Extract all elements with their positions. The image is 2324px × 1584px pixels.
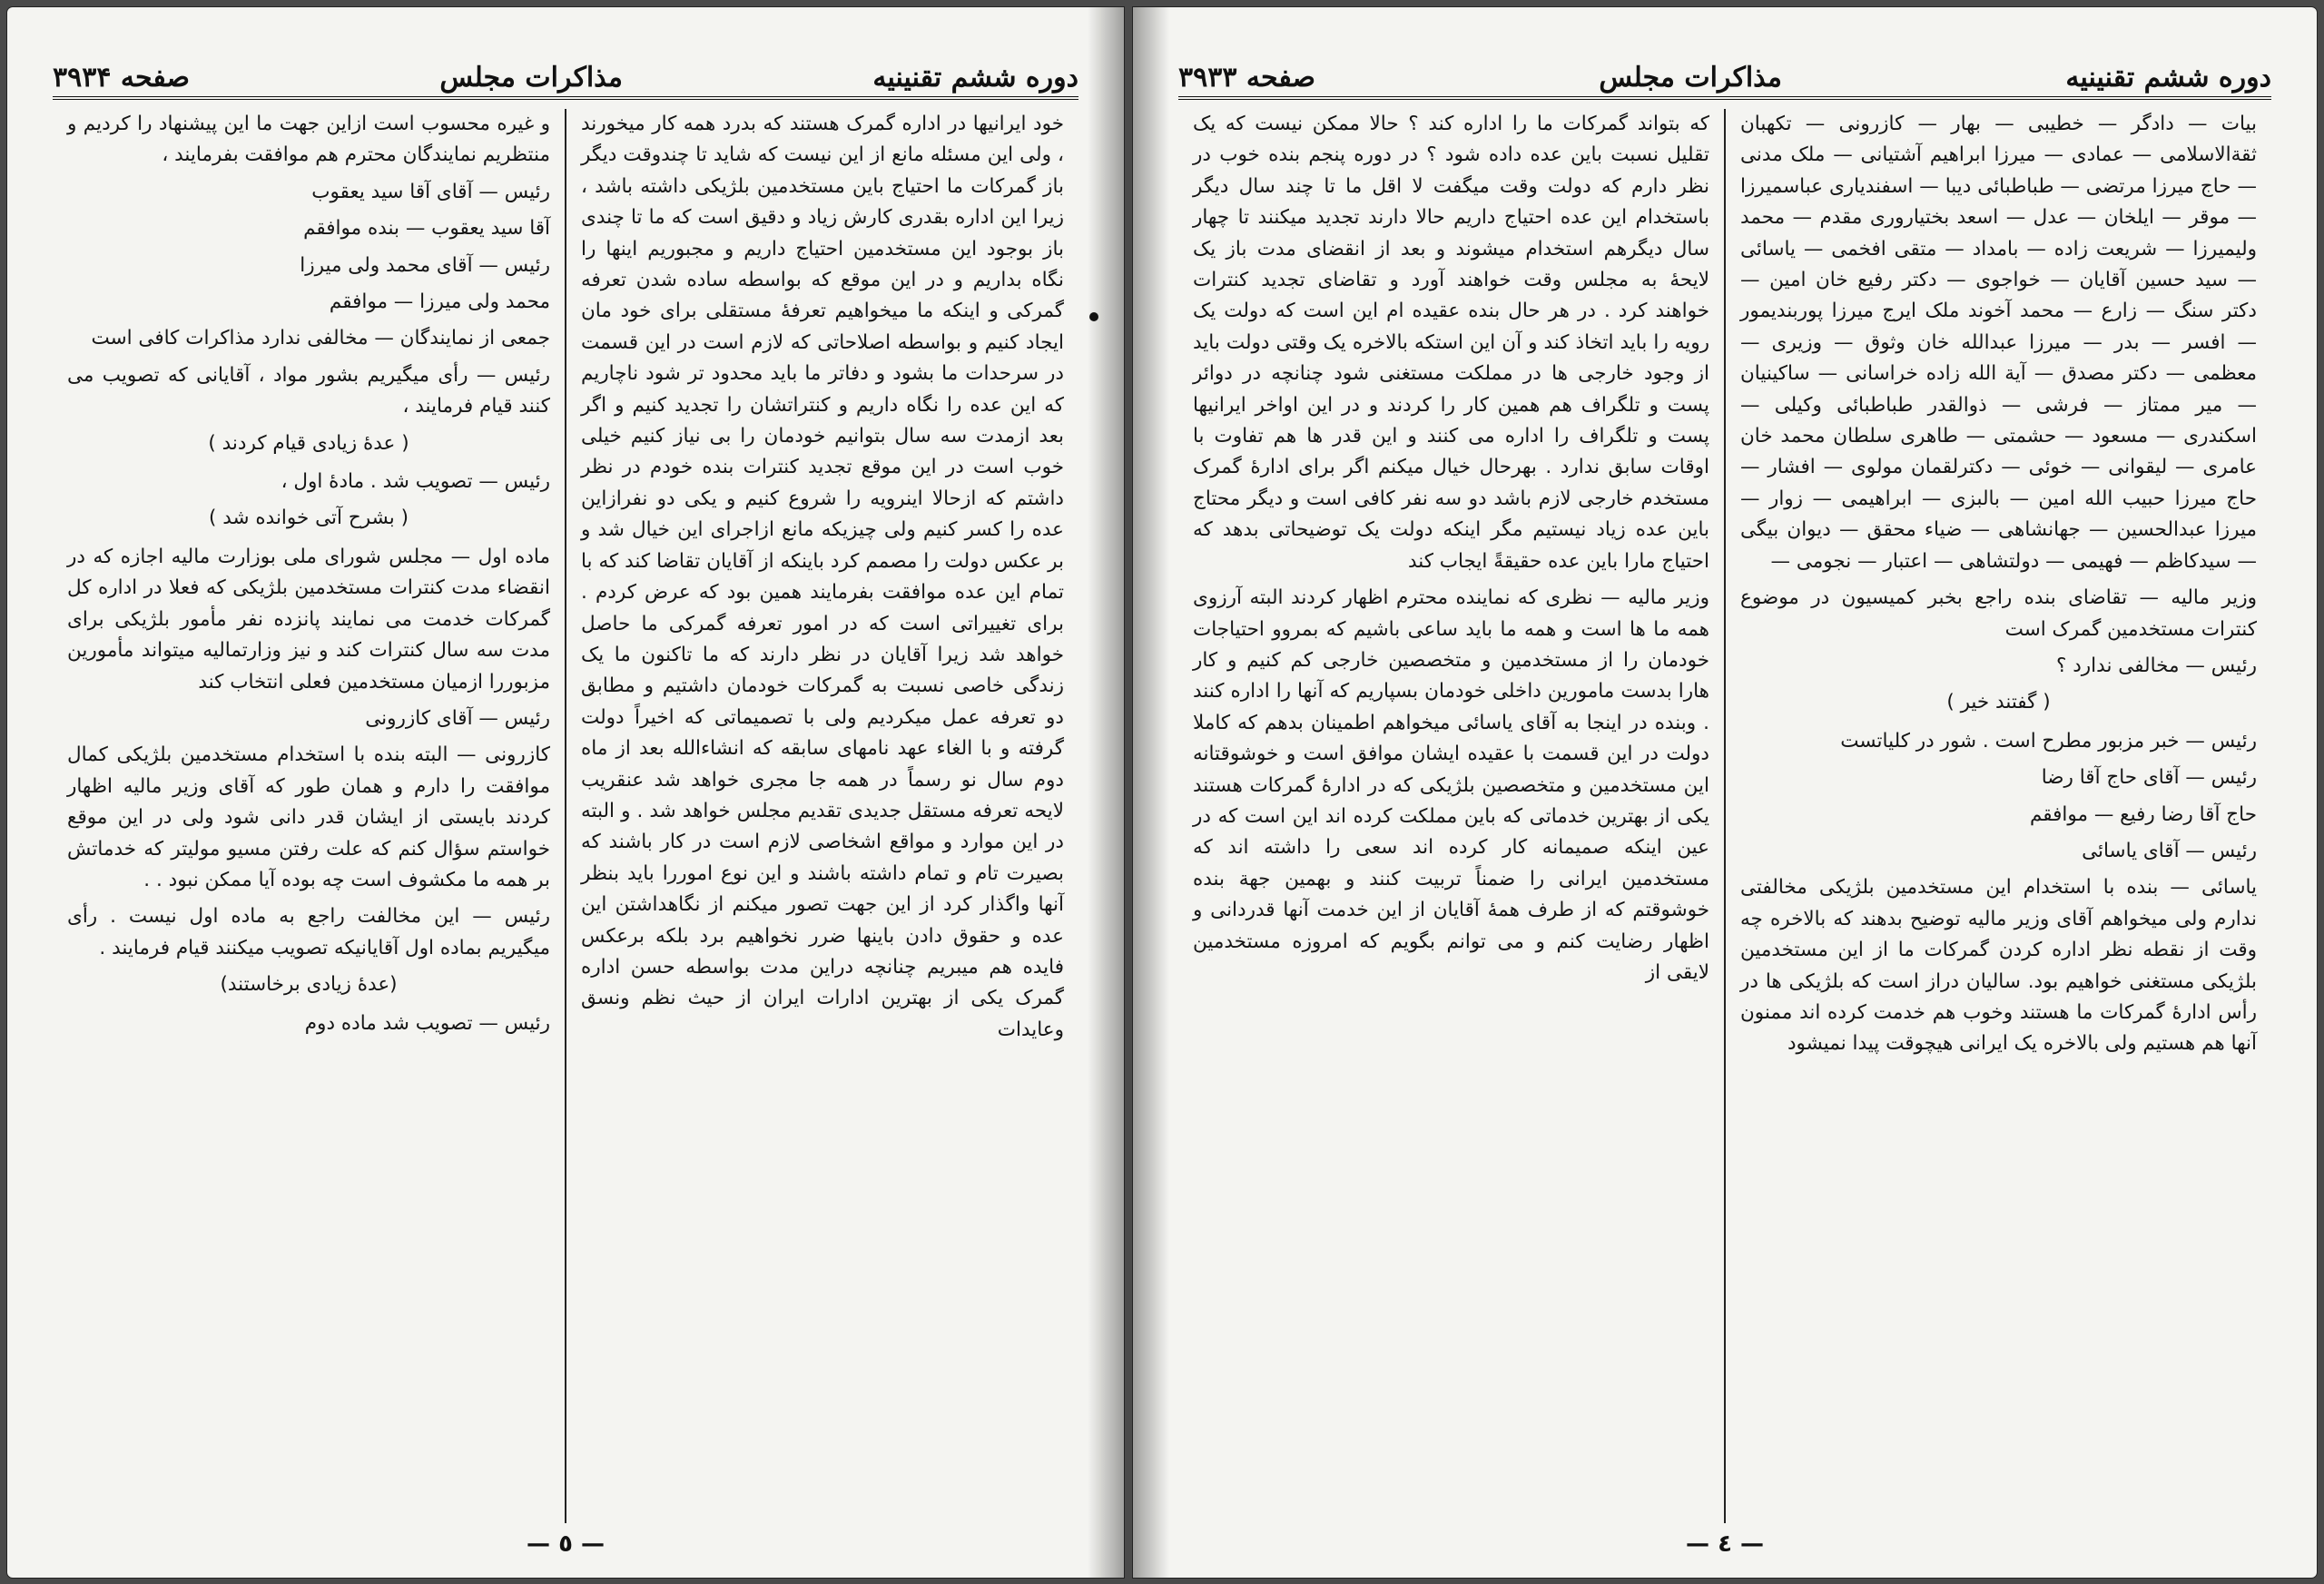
header-page-number: صفحه ۳۹۳۴	[53, 62, 191, 93]
header-page-number: صفحه ۳۹۳۳	[1178, 62, 1316, 93]
column-outer	[1726, 109, 2271, 1523]
text-columns	[1178, 109, 2271, 1523]
attendance-list: بیات — دادگر — خطیبی — بهار — کازرونی — تکهبان ثقةالاسلامی — عمادی — میرزا ابراهیم آشتیانی — ملک مدنی — حاج میرزا مرتضی — طباطبائی دیبا — اسفندیاری عباسمیرزا — موقر — ایلخان — عدل — اسعد بختیاروری مقدم — محمد ولیمیرزا — شریعت زاده — بامداد — متقی افخمی — یاسائی — سید حسین آقایان — خواجوی — دکتر رفیع خان امین — دکتر سنگ — زارع — محمد آخوند ملک ایرج میرزا پوربندیمور — افسر — بدر — میرزا عبدالله خان وثوق — وزیری — معظمی — دکتر مصدق — آیة الله زاده خراسانی — ساکینیان — میر ممتاز — فرشی — ذوالقدر طباطبائی وکیلی — اسکندری — مسعود — حشمتی — طاهری سلطان محمد خان عامری — لیقوانی — خوئی — دکترلقمان مولوی — افشار — حاج میرزا حبیب الله امین — بالبزی — ابراهیمی — زوار — میرزا عبدالحسین — جهانشاهی — ضیاء محقق — دیوان بیگی — سیدکاظم — فهیمی — دولتشاهی — اعتبار — نجومی —	[1740, 113, 2257, 573]
header-title: مذاکرات مجلس	[439, 62, 623, 93]
speaker-line: رئیس — آقای کازرونی	[365, 706, 550, 730]
right-page	[1133, 7, 2317, 1578]
article-text: ماده اول — مجلس شورای ملی بوزارت مالیه اجازه که در انقضاء مدت کنترات مستخدمین بلژیکی که فعلا در اداره کل گمرکات خدمت می نمایند پانزده نفر مأمور بلژیکی برای مدت سه سال کنترات کند و نیز وزارتمالیه میتواند مأمورین مزبوررا ازمیان مستخدمین فعلی انتخاب کند	[67, 545, 550, 694]
speaker-line: رئیس — مخالفی ندارد ؟	[2055, 654, 2257, 677]
stage-direction: ( عدهٔ زیادی قیام کردند )	[208, 431, 409, 455]
stage-direction: ( گفتند خیر )	[1946, 691, 2051, 714]
stage-direction: (عدهٔ زیادی برخاستند)	[220, 973, 398, 997]
margin-mark	[1089, 312, 1098, 321]
speaker-line: رئیس — خبر مزبور مطرح است . شور در کلیاتست	[1840, 729, 2257, 753]
speaker-line: رئیس — تصویب شد . مادهٔ اول ،	[281, 470, 550, 494]
page-folio: — ٥ —	[527, 1530, 605, 1558]
paragraph: یاسائی — بنده با استخدام این مستخدمین بلژیکی مخالفتی ندارم ولی میخواهم آقای وزیر مالیه توضیح بدهند که بالاخره چه وقت از نقطه نظر اداره کردن گمرکات ما از این مستخدمین بلژیکی مستغنی خواهیم بود. سالیان دراز است که بلژیکی ها در رأس ادارهٔ گمرکات ما هستند وخوب هم خدمت کرده اند ممنون آنها هم هستیم ولی بالاخره یک ایرانی هیچوقت پیدا نمیشود	[1740, 876, 2257, 1056]
stage-direction: ( بشرح آتی خوانده شد )	[209, 507, 409, 530]
header-rule	[53, 96, 1078, 100]
paragraph: رئیس — این مخالفت راجع به ماده اول نیست . رأی میگیریم بماده اول آقایانیکه تصویب میکنند قیام فرمایند .	[67, 905, 550, 959]
left-page	[7, 7, 1124, 1578]
header-title: مذاکرات مجلس	[1599, 62, 1782, 93]
text-columns	[53, 109, 1078, 1523]
paragraph: خود ایرانیها در اداره گمرک هستند که بدرد همه کار میخورند ، ولی این مسئله مانع از این نیست که شاید تا چندوقت دیگر باز گمرکات ما احتیاج باین مستخدمین بلژیکی داشته باشد ، زیرا این اداره بقدری کارش زیاد و دقیق است که ما تا چندی باز بوجود این مستخدمین احتیاج داریم و مجبوریم اینها را نگاه بداریم و در این موقع که بواسطه ساده شدن تعرفه گمرکی و اینکه ما میخواهیم تعرفهٔ مستقلی برای خود مان ایجاد کنیم و بواسطه اصلاحاتی که لازم است در این قسمت در سرحدات ما بشود و دفاتر ما باید محدود تر شود ناچاریم که این عده را نگاه داریم و کنتراتشان را تجدید کنیم و اگر بعد ازمدت سه سال بتوانیم خودمان را بی نیاز کنیم خیلی خوب است در این موقع تجدید کنترات بنده خودم در نظر داشتم که ازحالا اینرویه را شروع کنیم و یکی دو نفرازاین عده را کسر کنیم ولی چیزیکه مانع ازاجرای این خیال شد و بر عکس دولت را مصمم کرد باینکه از آقایان تقاضا کند که با تمام این عده موافقت بفرمایند همین بود که عرض کردم . برای تغییراتی است که در امور تعرفه گمرکی ما حاصل خواهد شد زیرا آقایان در نظر دارند که ما تاکنون ما یک زندگی خاصی نسبت به گمرکات خودمان داشتیم و مطابق دو تعرفه عمل میکردیم ولی با تصمیماتی که اخیراً دولت گرفته و با الغاء عهد نامهای سابقه که انشاءالله بعد از ماه دوم سال نو رسماً در همه جا مجری خواهد شد عنقریب لایحه تعرفه مستقل جدیدی تقدیم مجلس خواهد شد . و البته در این موارد و مواقع اشخاصی لازم است در کار باشند که بصیرت تام و تمام داشته باشند و این نوع اموررا باید بنظر آنها واگذار کرد از این جهت تصور میکنم از نگاهداشتن این عده و حقوق دادن باینها ضرر نخواهیم برد بلکه برعکس فایده هم میبریم چنانچه دراین مدت بواسطه حسن اداره گمرک یکی از بهترین ادارات ایران از حیث نظم ونسق وعایدات	[581, 113, 1064, 1041]
page-folio: — ٤ —	[1686, 1530, 1764, 1558]
column-inner	[566, 109, 1078, 1523]
speaker-line: رئیس — آقای محمد ولی میرزا	[300, 253, 550, 277]
paragraph: جمعی از نمایندگان — مخالفی ندارد مذاکرات کافی است	[91, 327, 550, 350]
paragraph: که بتواند گمرکات ما را اداره کند ؟ حالا ممکن نیست که یک تقلیل نسبت باین عده داده شود ؟ در دوره پنجم بنده خوب در نظر دارم که دولت وقت میگفت لا اقل ما تا چند سال دیگر باستخدام این عده احتیاج داریم حالا دارند تجدید میکنند تا چهار سال دیگرهم استخدام میشوند و بعد از انقضای مدت باز یک لایحهٔ به مجلس وقت خواهند آورد و تقاضای تجدید کنترات خواهند کرد . در هر حال بنده عقیده ام این است که دولت یک رویه را باید اتخاذ کند و آن این استکه بالاخره یک وقتی دولت باید از وجود خارجی ها در مملکت مستغنی شود چنانچه در دوائر پست و تلگراف هم همین کار را کردند و در این اواخر ایرانیها پست و تلگراف را اداره می کنند و این قدر ها هم تفاوت با اوقات سابق ندارد . بهرحال خیال میکنم اگر برای ادارهٔ گمرک مستخدم خارجی لازم باشد دو سه نفر کافی است و دیگر محتاج باین عده زیاد نیستیم مگر اینکه دولت یک توضیحاتی بدهد که احتیاج مارا باین عده حقیقةً ایجاب کند	[1193, 113, 1709, 573]
header-session: دوره ششم تقنینیه	[872, 62, 1078, 93]
paragraph: وزیر مالیه — نظری که نماینده محترم اظهار کردند البته آرزوی همه ما ها است و همه ما باید ساعی باشیم که بمروو احتیاجات خودمان را از مستخدمین و متخصصین خارجی کم کنیم و کار هارا بدست مامورین داخلی خودمان بسپاریم که آنها را اداره کنند . وبنده در اینجا به آقای یاسائی میخواهم اطمینان بدهم که کاملا دولت در این قسمت با عقیده ایشان موافق است و خوشوقتانه این مستخدمین و متخصصین بلژیکی که در ادارهٔ گمرکات هستند یکی از بهترین خدماتی که باین مملکت کرده اند این است که در عین اینکه صمیمانه کار کرده اند سعی را داشته اند که مستخدمین ایرانی را ضمناً تربیت کنند و بهمین جهة بنده خوشوقتم که از طرف همهٔ آقایان از این خدمت آنها قدردانی و اظهار رضایت کنم و می توانم بگویم که امروزه مستخدمین لایقی از	[1193, 586, 1709, 984]
speaker-line: رئیس — تصویب شد ماده دوم	[304, 1011, 550, 1035]
header-session: دوره ششم تقنینیه	[2065, 62, 2271, 93]
page-header	[53, 48, 1078, 93]
speaker-line: رئیس — آقای حاج آقا رضا	[2041, 766, 2257, 790]
speaker-line: محمد ولی میرزا — موافقم	[329, 290, 550, 314]
speaker-line: آقا سید یعقوب — بنده موافقم	[303, 217, 550, 241]
speaker-line: رئیس — آقای یاسائی	[2082, 839, 2257, 862]
column-outer	[53, 109, 565, 1523]
page-header	[1178, 48, 2271, 93]
paragraph: و غیره محسوب است ازاین جهت ما این پیشنهاد را کردیم و منتظریم نمایندگان محترم هم موافقت بفرمایند ،	[67, 113, 550, 167]
speaker-line: حاج آقا رضا رفیع — موافقم	[2029, 802, 2257, 826]
speaker-line: رئیس — آقای آقا سید یعقوب	[311, 180, 550, 203]
gutter-shadow	[1088, 7, 1124, 1578]
paragraph: وزیر مالیه — تقاضای بنده راجع بخبر کمیسیون در موضوع کنترات مستخدمین گمرک است	[1740, 586, 2257, 641]
column-inner	[1178, 109, 1724, 1523]
paragraph: رئیس — رأی میگیریم بشور مواد ، آقایانی که تصویب می کنند قیام فرمایند ،	[67, 363, 550, 418]
paragraph: کازرونی — البته بنده با استخدام مستخدمین بلژیکی کمال موافقت را دارم و همان طور که آقای وزیر مالیه اظهار کردند بایستی از ایشان قدر دانی شود ولی در این موقع خواستم سؤال کنم که علت رفتن مسیو مولیتر که خدماتش بر همه ما مکشوف است چه بوده آیا ممکن نبود . .	[67, 743, 550, 891]
gutter-shadow	[1133, 7, 1169, 1578]
header-rule	[1178, 96, 2271, 100]
